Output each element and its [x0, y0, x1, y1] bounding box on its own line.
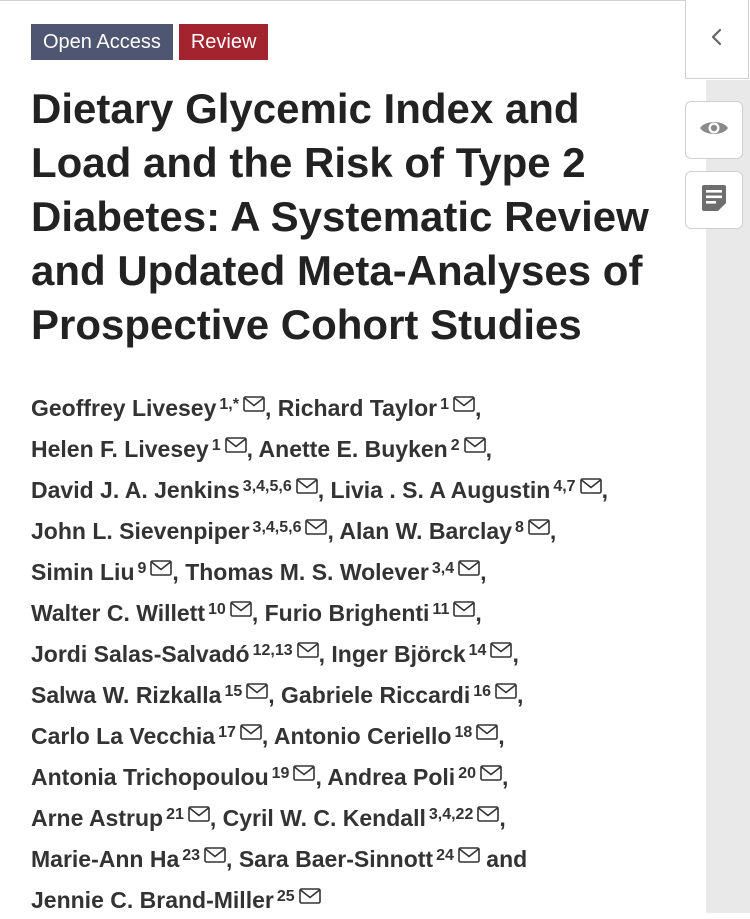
envelope-icon[interactable]: [150, 560, 172, 576]
author-separator: ,: [474, 395, 482, 421]
author-entry: [31, 641, 325, 667]
author-separator: ,: [549, 518, 557, 544]
author-entry: [265, 600, 482, 626]
author-line: [31, 468, 711, 509]
author-separator: ,: [318, 641, 326, 667]
affiliation-number[interactable]: 16: [473, 683, 492, 700]
affiliation-number[interactable]: 8: [515, 519, 524, 536]
author-name[interactable]: Carlo La Vecchia: [31, 723, 216, 749]
author-name[interactable]: Anette E. Buyken: [258, 436, 448, 462]
envelope-icon[interactable]: [458, 560, 480, 576]
author-name[interactable]: Sara Baer-Sinnott: [238, 846, 434, 872]
envelope-icon[interactable]: [464, 437, 486, 453]
envelope-icon[interactable]: [495, 683, 517, 699]
author-entry: [31, 600, 258, 626]
envelope-icon[interactable]: [230, 601, 252, 617]
affiliation-number[interactable]: 19: [271, 765, 290, 782]
author-name[interactable]: Helen F. Livesey: [31, 436, 209, 462]
author-name[interactable]: Antonia Trichopoulou: [31, 764, 269, 790]
author-separator: ,: [517, 682, 524, 708]
affiliation-number[interactable]: 4,7: [553, 478, 576, 495]
author-separator: ,: [499, 805, 506, 831]
author-name[interactable]: Alan W. Barclay: [339, 518, 512, 544]
author-line: [31, 796, 711, 837]
envelope-icon[interactable]: [243, 396, 265, 412]
author-name[interactable]: Inger Björck: [331, 641, 466, 667]
author-separator: ,: [485, 436, 492, 462]
author-separator: ,: [475, 600, 482, 626]
affiliation-number[interactable]: 21: [166, 806, 184, 823]
title-line: Diabetes: A Systematic Review: [31, 193, 649, 240]
author-name[interactable]: Jordi Salas-Salvadó: [31, 641, 250, 667]
author-entry: [327, 764, 508, 790]
author-separator: ,: [498, 723, 505, 749]
badge-row: [31, 24, 711, 60]
view-button[interactable]: [685, 101, 743, 159]
author-line: [31, 714, 711, 755]
author-line: [31, 755, 711, 796]
author-entry: [31, 764, 322, 790]
author-separator: ,: [172, 559, 179, 585]
affiliation-number[interactable]: 3,4,22: [428, 806, 474, 823]
author-name[interactable]: Andrea Poli: [327, 764, 456, 790]
envelope-icon[interactable]: [490, 642, 512, 658]
envelope-icon[interactable]: [477, 806, 499, 822]
author-name[interactable]: Jennie C. Brand-Miller: [31, 887, 274, 913]
author-name[interactable]: Furio Brighenti: [264, 600, 430, 626]
author-entry: [185, 559, 486, 585]
title-line: Prospective Cohort Studies: [31, 301, 582, 348]
envelope-icon[interactable]: [188, 806, 210, 822]
author-entry: [339, 518, 556, 544]
affiliation-number[interactable]: 15: [224, 683, 243, 700]
author-name[interactable]: Arne Astrup: [31, 805, 164, 831]
envelope-icon[interactable]: [293, 765, 315, 781]
author-separator: ,: [251, 600, 259, 626]
author-list: [31, 386, 711, 919]
author-name[interactable]: Walter C. Willett: [31, 600, 206, 626]
affiliation-number[interactable]: 1: [211, 437, 221, 454]
author-separator: ,: [601, 477, 608, 503]
envelope-icon[interactable]: [299, 888, 321, 904]
author-entry: [31, 682, 275, 708]
affiliation-number[interactable]: 1: [440, 396, 449, 413]
author-separator: ,: [317, 477, 325, 503]
author-separator: ,: [268, 682, 275, 708]
affiliation-number[interactable]: 20: [458, 765, 476, 782]
affiliation-number[interactable]: 1,*: [219, 396, 239, 413]
affiliation-number[interactable]: 2: [450, 437, 460, 454]
author-name[interactable]: Antonio Ceriello: [273, 723, 452, 749]
envelope-icon[interactable]: [204, 847, 226, 863]
envelope-icon[interactable]: [240, 724, 262, 740]
author-name[interactable]: John L. Sievenpiper: [31, 518, 250, 544]
author-line: [31, 673, 711, 714]
affiliation-number[interactable]: 18: [454, 724, 473, 741]
affiliation-number[interactable]: 10: [208, 601, 226, 618]
author-line: [31, 509, 711, 550]
author-entry: [331, 477, 608, 503]
notes-icon: [701, 184, 727, 217]
affiliation-number[interactable]: 14: [468, 642, 487, 659]
title-line: Dietary Glycemic Index and: [31, 85, 580, 132]
envelope-icon[interactable]: [480, 765, 502, 781]
envelope-icon[interactable]: [225, 437, 247, 453]
envelope-icon[interactable]: [297, 642, 319, 658]
envelope-icon[interactable]: [458, 847, 480, 863]
author-name[interactable]: Salwa W. Rizkalla: [31, 682, 222, 708]
author-entry: [31, 805, 216, 831]
author-separator: ,: [315, 764, 322, 790]
chevron-left-icon: [710, 28, 724, 51]
envelope-icon[interactable]: [453, 601, 475, 617]
affiliation-number[interactable]: 3,4,5,6: [242, 478, 292, 495]
author-line: [31, 632, 711, 673]
author-line: [31, 591, 711, 632]
notes-button[interactable]: [685, 171, 743, 229]
open-access-badge[interactable]: Open Access: [31, 24, 173, 60]
top-border: [0, 0, 686, 1]
author-entry: [31, 846, 232, 872]
author-entry: [274, 723, 505, 749]
author-entry: [223, 805, 506, 831]
author-line: [31, 427, 711, 468]
author-entry: [281, 682, 523, 708]
author-separator: ,: [264, 395, 272, 421]
author-entry: [239, 846, 527, 872]
author-entry: [31, 559, 179, 585]
envelope-icon[interactable]: [476, 724, 498, 740]
affiliation-number[interactable]: 9: [137, 560, 147, 577]
author-separator: ,: [327, 518, 334, 544]
envelope-icon[interactable]: [296, 478, 318, 494]
envelope-icon[interactable]: [246, 683, 268, 699]
author-entry: [259, 436, 492, 462]
author-entry: [31, 436, 253, 462]
affiliation-number[interactable]: 25: [276, 888, 295, 905]
author-separator: ,: [480, 559, 487, 585]
affiliation-number[interactable]: 3,4: [431, 560, 455, 577]
author-name[interactable]: David J. A. Jenkins: [31, 477, 240, 503]
title-line: and Updated Meta-Analyses of: [31, 247, 643, 294]
author-separator: ,: [226, 846, 233, 872]
title-line: Load and the Risk of Type 2: [31, 139, 586, 186]
author-name[interactable]: Geoffrey Livesey: [31, 395, 217, 421]
author-entry: [31, 518, 334, 544]
author-entry: [31, 887, 321, 913]
affiliation-number[interactable]: 17: [218, 724, 236, 741]
author-entry: [31, 477, 324, 503]
eye-icon: [699, 118, 729, 143]
author-line: [31, 386, 711, 427]
author-name[interactable]: Richard Taylor: [277, 395, 438, 421]
author-name[interactable]: Cyril W. C. Kendall: [222, 805, 426, 831]
author-entry: [31, 723, 268, 749]
author-entry: [331, 641, 518, 667]
author-separator: ,: [512, 641, 519, 667]
author-name[interactable]: Livia . S. A Augustin: [330, 477, 551, 503]
affiliation-number[interactable]: 11: [432, 601, 450, 618]
author-name[interactable]: Gabriele Riccardi: [281, 682, 471, 708]
author-name[interactable]: Thomas M. S. Wolever: [185, 559, 429, 585]
author-separator: and: [479, 846, 528, 872]
author-entry: [278, 395, 482, 421]
author-name[interactable]: Marie-Ann Ha: [31, 846, 180, 872]
author-entry: [31, 395, 271, 421]
article-title: [31, 82, 711, 352]
affiliation-number[interactable]: 24: [436, 847, 454, 864]
author-name[interactable]: Simin Liu: [31, 559, 135, 585]
author-line: [31, 550, 711, 591]
review-badge[interactable]: Review: [179, 24, 269, 60]
author-separator: ,: [246, 436, 253, 462]
article-header: [31, 24, 711, 919]
sidebar-toggle-button[interactable]: [685, 0, 749, 79]
envelope-icon[interactable]: [528, 519, 550, 535]
author-separator: ,: [501, 764, 509, 790]
affiliation-number[interactable]: 3,4,5,6: [252, 519, 302, 536]
envelope-icon[interactable]: [305, 519, 327, 535]
author-line: [31, 837, 711, 878]
envelope-icon[interactable]: [453, 396, 475, 412]
envelope-icon[interactable]: [580, 478, 602, 494]
author-separator: ,: [261, 723, 269, 749]
affiliation-number[interactable]: 12,13: [252, 642, 293, 659]
affiliation-number[interactable]: 23: [182, 847, 201, 864]
author-separator: ,: [209, 805, 217, 831]
